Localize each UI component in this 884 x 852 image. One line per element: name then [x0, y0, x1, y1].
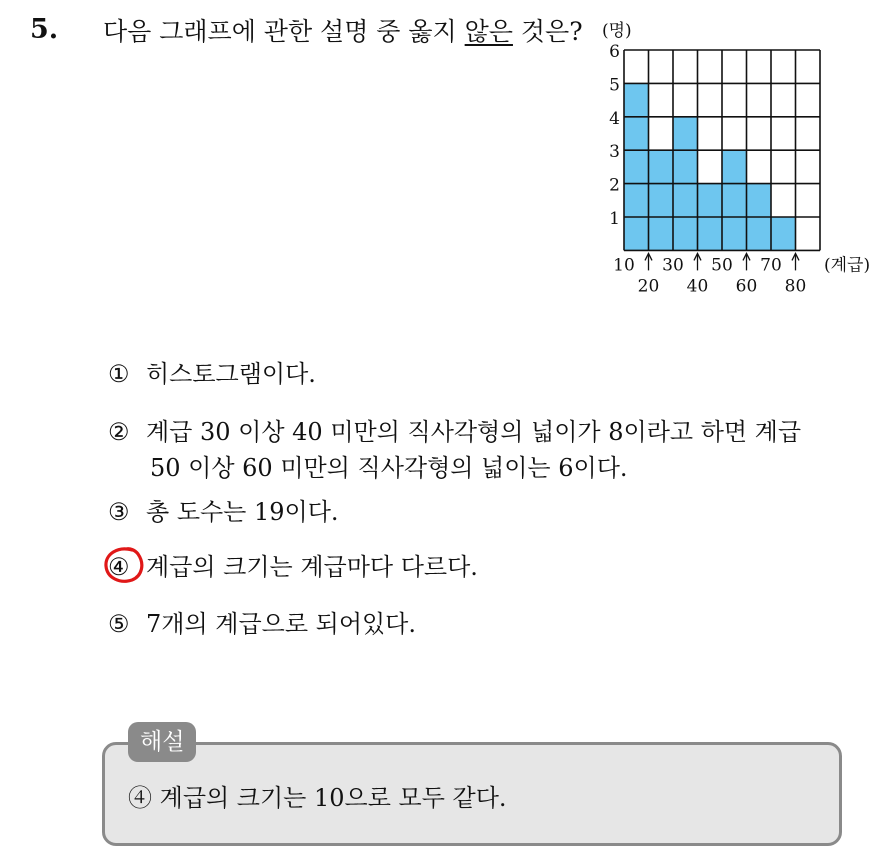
- option-4-mark: ④: [108, 553, 130, 581]
- option-5-mark: ⑤: [108, 610, 130, 638]
- histogram-chart: [600, 12, 870, 302]
- y-tick-label: 1: [609, 209, 620, 229]
- answer-circle-mark: [102, 544, 146, 586]
- histogram-bar: [624, 83, 649, 250]
- option-1-text: 히스토그램이다.: [146, 360, 316, 388]
- option-1[interactable]: [108, 356, 316, 392]
- option-2-mark: ②: [108, 418, 130, 446]
- question-text-end: 것은?: [512, 17, 583, 46]
- histogram-bar: [771, 217, 796, 250]
- y-tick-label: 5: [609, 75, 620, 96]
- option-4-text: 계급의 크기는 계급마다 다르다.: [146, 553, 478, 581]
- option-2-text: 계급 30 이상 40 미만의 직사각형의 넓이가 8이라고 하면 계급: [146, 418, 802, 446]
- x-tick-label: 30: [662, 255, 684, 276]
- y-axis-label: (명): [602, 21, 632, 41]
- option-3-mark: ③: [108, 498, 130, 526]
- y-tick-label: 3: [609, 142, 620, 163]
- option-1-mark: ①: [108, 360, 130, 388]
- option-3[interactable]: [108, 494, 339, 530]
- histogram-bar: [649, 150, 674, 250]
- question-text-start: 다음 그래프에 관한 설명 중 옳지: [103, 17, 465, 46]
- y-tick-label: 6: [609, 42, 620, 62]
- x-tick-label: 70: [760, 255, 782, 276]
- histogram-bar: [722, 150, 747, 250]
- y-tick-label: 2: [609, 175, 620, 196]
- question-text: [103, 14, 583, 50]
- x-tick-label: 10: [613, 255, 635, 276]
- x-tick-label: 20: [637, 276, 660, 297]
- x-tick-label: 60: [735, 276, 758, 297]
- option-5[interactable]: [108, 606, 416, 642]
- option-5-text: 7개의 계급으로 되어있다.: [146, 610, 416, 638]
- question-text-underlined: 않은: [464, 17, 513, 46]
- x-tick-label: 50: [711, 255, 733, 276]
- x-tick-label: 40: [686, 276, 709, 297]
- option-4[interactable]: [108, 549, 478, 585]
- option-2[interactable]: [108, 414, 801, 486]
- option-3-text: 총 도수는 19이다.: [146, 498, 339, 526]
- x-axis-label: (계급): [824, 255, 870, 276]
- x-tick-label: 80: [784, 276, 807, 297]
- y-tick-label: 4: [609, 108, 620, 129]
- explanation-text: ④ 계급의 크기는 10으로 모두 같다.: [128, 784, 507, 812]
- explanation-badge: 해설: [128, 722, 196, 762]
- option-2-text-continued: 50 이상 60 미만의 직사각형의 넓이는 6이다.: [150, 454, 628, 482]
- question-number: 5.: [30, 14, 59, 45]
